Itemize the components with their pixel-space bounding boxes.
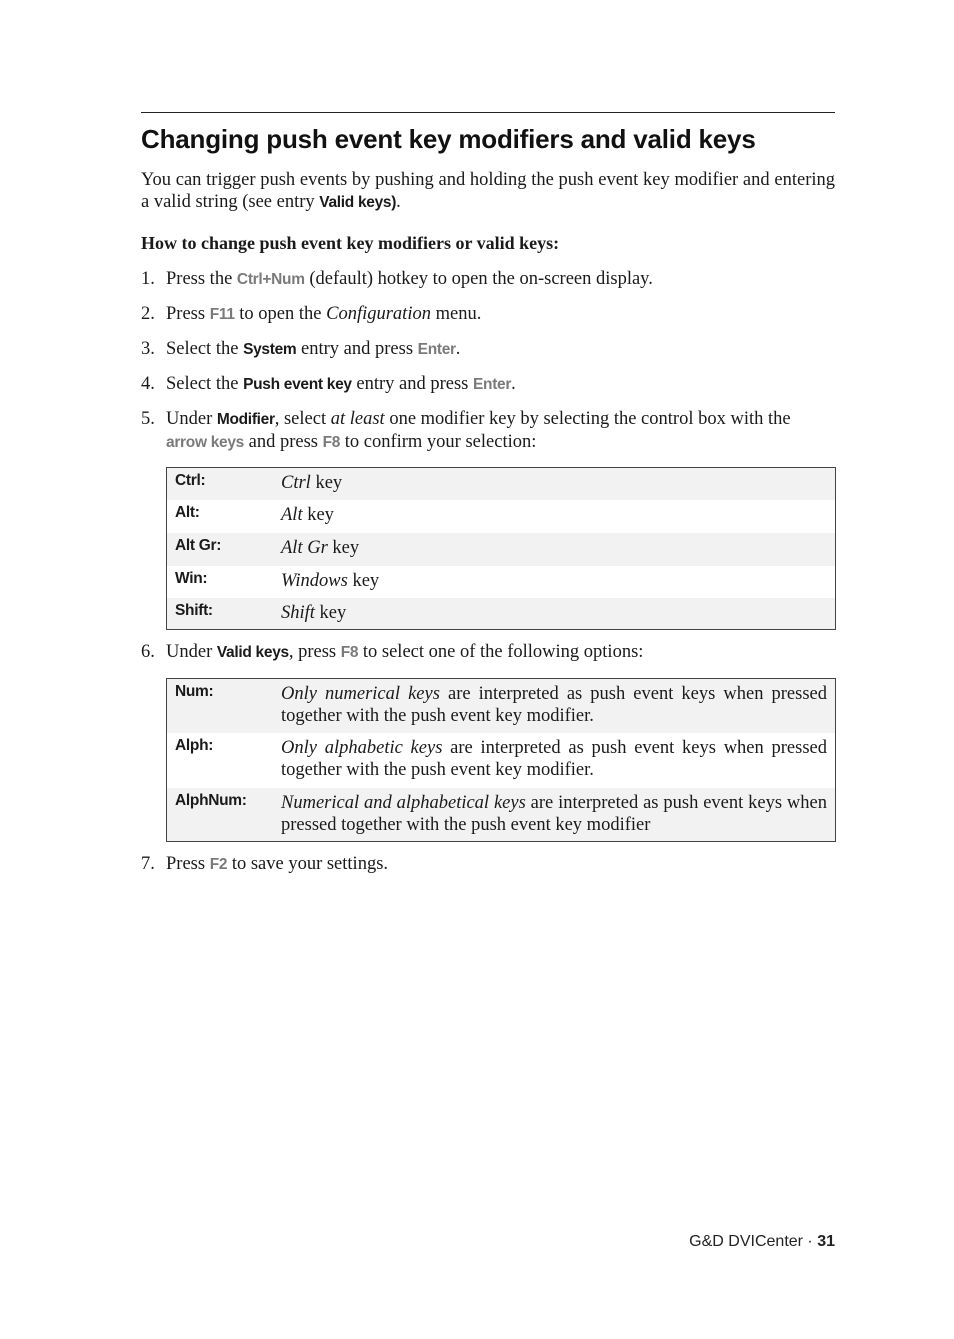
modifier-name: Ctrl [281,473,311,493]
key-enter: Enter [417,341,456,358]
hotkey-ctrl-num: Ctrl+Num [236,271,305,288]
modifier-key: Alt: [175,503,200,521]
step-number: 6. [141,642,155,662]
option-key: Alph: [175,736,214,754]
step-text: to select one of the following options: [358,642,644,662]
modifier-table [166,467,836,630]
option-desc [273,733,836,788]
table-row [167,500,836,533]
step-number: 2. [141,304,155,324]
option-rest: are interpreted as push event keys when pressed together with the push event key modifier. [281,737,827,780]
emphasis: at least [330,409,385,429]
intro-ref: Valid keys) [319,194,397,211]
table-row [167,679,836,733]
modifier-rest: key [327,537,360,558]
step-text: Press the [166,269,237,289]
modifier-name: Shift [281,602,315,623]
step-text: (default) hotkey to open the on-screen display. [304,269,653,289]
table-row [167,533,836,566]
entry-modifier: Modifier [216,411,275,428]
modifier-key: Win: [175,569,208,587]
intro-text-end: . [396,192,401,212]
option-key: Num: [167,679,274,733]
step-text: Select the [166,374,244,394]
entry-push-event-key: Push event key [243,376,352,393]
option-name: Only alphabetic keys [281,737,443,758]
table-row [167,598,836,630]
modifier-rest: key [347,570,380,591]
modifier-desc [273,598,836,630]
option-desc [273,679,836,733]
intro-paragraph [141,169,835,214]
key-enter: Enter [472,376,512,393]
key-f8: F8 [340,644,359,661]
step-number: 7. [141,854,155,874]
step-text: . [455,339,461,359]
option-rest: are interpreted as push event keys when pressed together with the push event key modifier. [281,684,828,726]
valid-keys-table [166,678,836,842]
modifier-key: Alt Gr: [167,533,274,566]
top-rule [141,112,835,113]
modifier-desc [273,566,836,598]
modifier-desc [273,468,836,500]
option-name: Numerical and alphabetical keys [281,792,526,813]
key-f11: F11 [209,306,235,323]
step-text: . [511,374,516,394]
step-text: to confirm your selection: [340,432,537,452]
modifier-rest: key [302,504,334,525]
step-text: entry and press [296,339,418,359]
modifier-rest: key [314,602,347,623]
key-arrow-keys: arrow keys [166,434,244,451]
step-text: to save your settings. [227,854,389,874]
table-row [167,733,836,788]
step-text: Press [166,854,210,874]
page-footer [689,1233,835,1251]
key-f2: F2 [209,856,228,873]
step-text: to open the [234,304,327,324]
modifier-desc [273,500,836,533]
step-number: 5. [141,409,155,429]
option-desc [273,788,836,842]
step-text: entry and press [351,374,473,394]
table-row [167,468,836,500]
modifier-desc [273,533,836,566]
modifier-key: Ctrl: [167,468,274,500]
option-rest: are interpreted as push event keys when pressed together with the push event key modifier [281,792,827,835]
howto-title: How to change push event key modifiers or valid keys: [141,233,560,253]
step-number: 4. [141,374,155,394]
modifier-name: Windows [281,570,348,591]
step-text: , select [274,409,331,429]
step-text: and press [244,432,323,452]
modifier-name: Alt [281,504,303,525]
modifier-rest: key [310,473,343,493]
page-number: 31 [817,1233,835,1250]
step-text: Select the [166,339,244,359]
step-text: Press [166,304,210,324]
option-name: Only numerical keys [281,684,440,704]
entry-system: System [243,341,297,358]
footer-product: G&D DVICenter · [689,1233,818,1250]
menu-name: Configuration [326,304,431,324]
intro-text: You can trigger push events by pushing and holding the push event key modifier and entering a valid string (see entry [141,170,835,212]
modifier-key: Shift: [167,598,274,630]
step-text: one modifier key by selecting the control box with the [384,409,791,429]
page-heading: Changing push event key modifiers and valid keys [141,124,756,154]
step-text: Under [166,642,217,662]
table-row [167,788,836,842]
option-key: AlphNum: [167,788,274,842]
step-text: , press [288,642,341,662]
step-number: 1. [141,269,155,289]
table-row [167,566,836,598]
step-number: 3. [141,339,155,359]
entry-valid-keys: Valid keys [216,644,289,661]
key-f8: F8 [322,434,341,451]
step-text: Under [166,409,217,429]
modifier-name: Alt Gr [281,537,328,558]
step-text: menu. [430,304,482,324]
